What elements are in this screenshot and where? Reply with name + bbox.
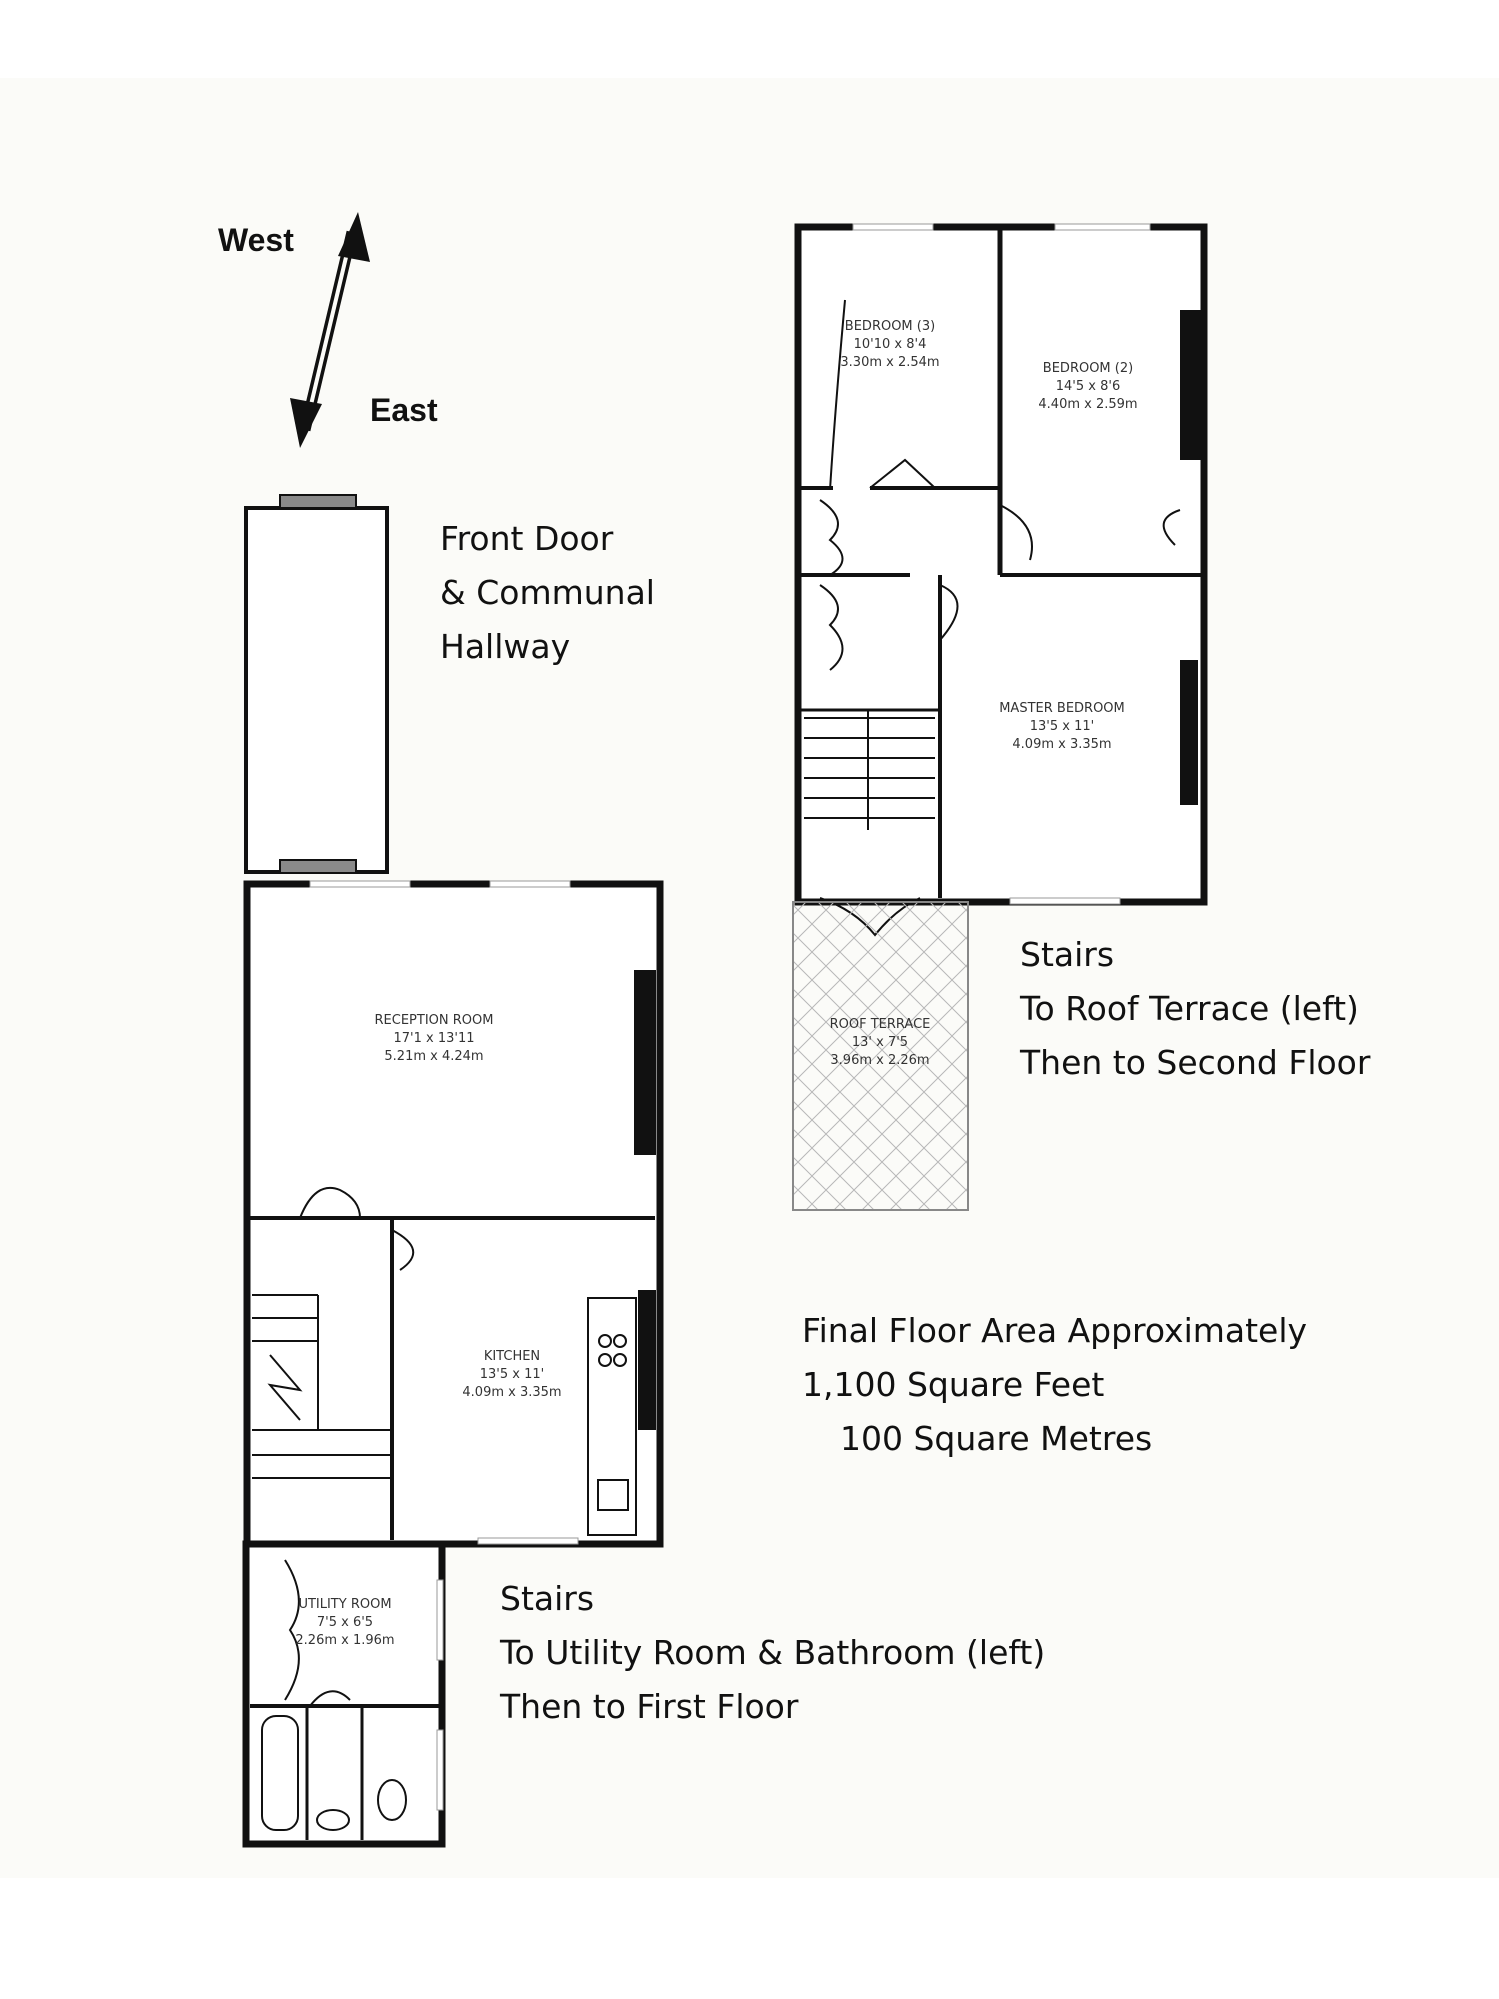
lower-stairs-line-3: Then to First Floor <box>500 1687 799 1726</box>
bedroom2-metric: 4.40m x 2.59m <box>1038 397 1138 412</box>
front-door-note <box>440 512 655 674</box>
utility-room-imperial: 7'5 x 6'5 <box>316 1615 374 1630</box>
compass-arrow-icon <box>290 212 370 448</box>
front-door-line-1: Front Door <box>440 519 614 558</box>
reception-room-name: RECEPTION ROOM <box>374 1013 494 1028</box>
floor-area-note <box>802 1304 1307 1466</box>
utility-room-name: UTILITY ROOM <box>298 1597 392 1612</box>
kitchen-metric: 4.09m x 3.35m <box>462 1385 562 1400</box>
lower-stairs-line-1: Stairs <box>500 1579 595 1618</box>
communal-hallway-block <box>246 495 387 873</box>
front-door-line-3: Hallway <box>440 627 571 666</box>
lower-stairs-line-2: To Utility Room & Bathroom (left) <box>500 1633 1046 1672</box>
compass-east-label: East <box>370 392 438 428</box>
master-bedroom-name: MASTER BEDROOM <box>999 701 1125 716</box>
kitchen-name: KITCHEN <box>483 1349 541 1364</box>
floor-area-line-3: 100 Square Metres <box>840 1419 1153 1458</box>
floor-area-line-2: 1,100 Square Feet <box>802 1365 1105 1404</box>
lower-stairs-note <box>500 1572 1045 1734</box>
bedroom2-name: BEDROOM (2) <box>1042 361 1134 376</box>
bedroom2-imperial: 14'5 x 8'6 <box>1055 379 1121 394</box>
compass-west-label: West <box>218 222 294 258</box>
bedroom3-name: BEDROOM (3) <box>844 319 936 334</box>
roof-terrace-name: ROOF TERRACE <box>829 1017 931 1032</box>
reception-room-metric: 5.21m x 4.24m <box>384 1049 484 1064</box>
utility-room-metric: 2.26m x 1.96m <box>295 1633 395 1648</box>
floor-area-line-1: Final Floor Area Approximately <box>802 1311 1308 1350</box>
roof-terrace-imperial: 13' x 7'5 <box>851 1035 909 1050</box>
bedroom3-metric: 3.30m x 2.54m <box>840 355 940 370</box>
kitchen-imperial: 13'5 x 11' <box>479 1367 545 1382</box>
upper-stairs-line-2: To Roof Terrace (left) <box>1020 989 1359 1028</box>
master-bedroom-imperial: 13'5 x 11' <box>1029 719 1095 734</box>
bedroom3-imperial: 10'10 x 8'4 <box>853 337 927 352</box>
upper-stairs-line-1: Stairs <box>1020 935 1115 974</box>
lower-floor-plan <box>247 881 660 1544</box>
front-door-line-2: & Communal <box>440 573 655 612</box>
upper-stairs-note <box>1020 928 1370 1090</box>
reception-room-imperial: 17'1 x 13'11 <box>393 1031 475 1046</box>
upper-stairs-line-3: Then to Second Floor <box>1020 1043 1371 1082</box>
utility-bathroom-plan <box>246 1544 443 1844</box>
roof-terrace-metric: 3.96m x 2.26m <box>830 1053 930 1068</box>
master-bedroom-metric: 4.09m x 3.35m <box>1012 737 1112 752</box>
